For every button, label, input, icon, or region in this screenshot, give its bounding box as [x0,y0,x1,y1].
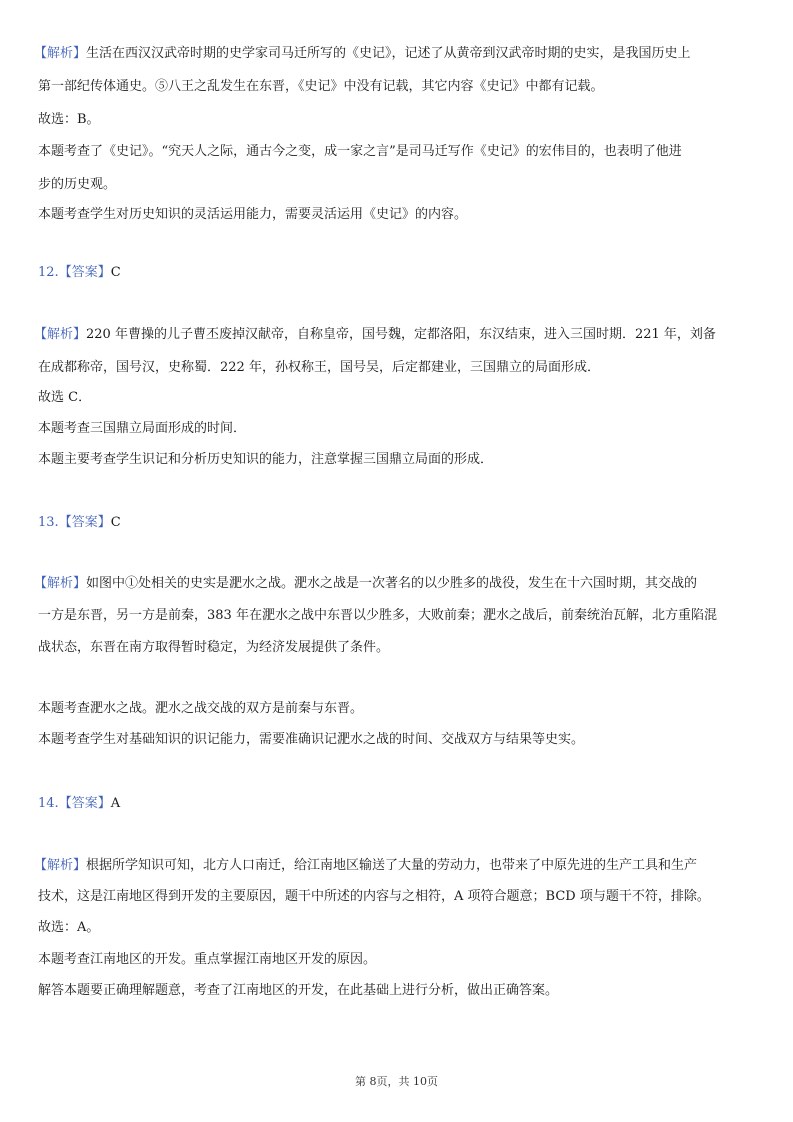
q12-analysis-line: 本题主要考查学生识记和分析历史知识的能力，注意掌握三国鼎立局面的形成． [38,452,494,467]
q12-analysis-line: 本题考查三国鼎立局面形成的时间． [38,421,247,436]
q12-answer-line [38,263,756,282]
q12-analysis-line: 在成都称帝，国号汉，史称蜀．222 年，孙权称王，国号吴，后定都建业，三国鼎立的局面形成． [38,360,600,375]
q11-analysis-line: 本题考查学生对历史知识的灵活运用能力，需要灵活运用《史记》的内容。 [38,207,468,222]
q14-answer-line [38,794,756,813]
analysis-tag: 【解析】 [34,46,87,61]
q11-answer-choice: 故选：B。 [38,112,100,127]
q13-answer-line [38,513,756,532]
q14-answer-choice: 故选：A。 [38,920,100,935]
q13-analysis-line: 本题考查淝水之战。淝水之战交战的双方是前秦与东晋。 [38,701,364,716]
q13-analysis-line: 【解析】如图中①处相关的史实是淝水之战。淝水之战是一次著名的以少胜多的战役，发生在十六国时期，其交战的 [34,576,698,591]
answer-value: A [110,796,121,811]
answer-tag: 【答案】 [58,796,111,811]
question-number: 12. [38,265,59,280]
q14-analysis-line: 【解析】根据所学知识可知，北方人口南迁，给江南地区输送了大量的劳动力，也带来了中原先进的生产工具和生产 [34,858,698,873]
q11-analysis-line: 【解析】生活在西汉汉武帝时期的史学家司马迁所写的《史记》，记述了从黄帝到汉武帝时期的史实，是我国历史上 [34,46,691,61]
q13-analysis-line: 一方是东晋，另一方是前秦，383 年在淝水之战中东晋以少胜多，大败前秦；淝水之战后，前秦统治瓦解，北方重陷混 [38,608,717,623]
q13-analysis-line: 本题考查学生对基础知识的识记能力，需要准确识记淝水之战的时间、交战双方与结果等史实。 [38,732,585,747]
answer-tag: 【答案】 [58,515,111,530]
q12-answer-choice: 故选 C． [38,390,92,405]
analysis-tag: 【解析】 [34,327,87,342]
answer-value: C [110,515,121,530]
q13-analysis-line: 战状态，东晋在南方取得暂时稳定，为经济发展提供了条件。 [38,640,390,655]
q14-analysis-line: 技术，这是江南地区得到开发的主要原因，题干中所述的内容与之相符，A 项符合题意；BCD 项与题干不符，排除。 [38,889,710,904]
analysis-tag: 【解析】 [34,858,87,873]
q11-analysis-line: 本题考查了《史记》。“究天人之际，通古今之变，成一家之言”是司马迁写作《史记》的宏伟目的，也表明了他进 [38,144,682,159]
page-footer: 第 8页，共 10页 [355,1075,438,1088]
answer-value: C [110,265,121,280]
question-number: 13. [38,515,59,530]
analysis-tag: 【解析】 [34,576,87,591]
question-number: 14. [38,796,59,811]
answer-tag: 【答案】 [58,265,111,280]
q14-analysis-line: 本题考查江南地区的开发。重点掌握江南地区开发的原因。 [38,952,377,967]
q14-analysis-line: 解答本题要正确理解题意，考查了江南地区的开发，在此基础上进行分析，做出正确答案。 [38,983,559,998]
q11-analysis-line: 步的历史观。 [38,177,117,192]
q11-analysis-line: 第一部纪传体通史。⑤八王之乱发生在东晋，《史记》中没有记载，其它内容《史记》中都有记载。 [38,79,604,94]
q12-analysis-line: 【解析】220 年曹操的儿子曹丕废掉汉献帝，自称皇帝，国号魏，定都洛阳，东汉结束，进入三国时期．221 年，刘备 [34,327,716,342]
